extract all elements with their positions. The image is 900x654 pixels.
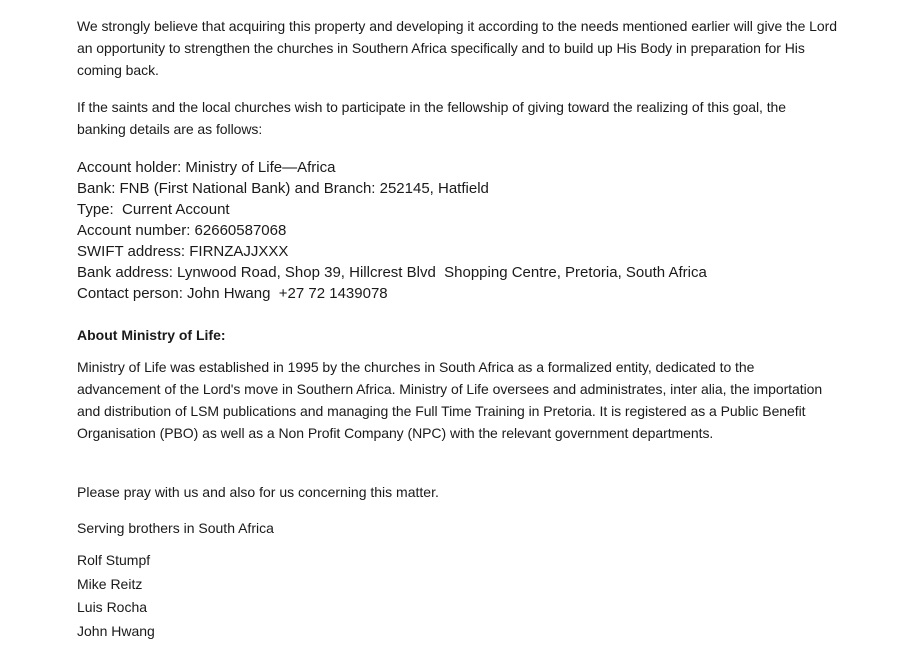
serving-line: Serving brothers in South Africa (77, 520, 274, 536)
signatory-name: Rolf Stumpf (77, 552, 151, 568)
bank-line-type: Type: Current Account (77, 201, 230, 218)
signatory-name: Mike Reitz (77, 576, 143, 592)
intro-paragraph-1: We strongly believe that acquiring this property and developing it according to the needs mentioned earlier will give the Lord an opportunity to strengthen the churches in Southern Africa specifically and to build up His Body in preparation for His coming back. (77, 18, 838, 78)
signatory-name: John Hwang (77, 623, 155, 639)
bank-line-bank: Bank: FNB (First National Bank) and Branch: 252145, Hatfield (77, 180, 489, 197)
intro-paragraph-2: If the saints and the local churches wish to participate in the fellowship of giving toward the realizing of this goal, the banking details are as follows: (77, 99, 787, 137)
bank-line-swift: SWIFT address: FIRNZAJJXXX (77, 243, 289, 260)
bank-line-account-holder: Account holder: Ministry of Life—Africa (77, 159, 336, 176)
prayer-line: Please pray with us and also for us concerning this matter. (77, 484, 439, 500)
bank-line-contact: Contact person: John Hwang +27 72 1439078 (77, 285, 388, 302)
about-paragraph: Ministry of Life was established in 1995 by the churches in South Africa as a formalized entity, dedicated to the advancement of the Lord's move in Southern Africa. Ministry of Life oversees and administrates, inter alia, the importation and distribution of LSM publications and managing the Full Time Training in Pretoria. It is registered as a Public Benefit Organisation (PBO) as well as a Non Profit Company (NPC) with the relevant government departments. (77, 359, 823, 441)
signatory-name: Luis Rocha (77, 599, 148, 615)
bank-line-account-number: Account number: 62660587068 (77, 222, 287, 239)
about-heading: About Ministry of Life: (77, 327, 226, 343)
bank-line-address: Bank address: Lynwood Road, Shop 39, Hillcrest Blvd Shopping Centre, Pretoria, South Africa (77, 264, 707, 281)
